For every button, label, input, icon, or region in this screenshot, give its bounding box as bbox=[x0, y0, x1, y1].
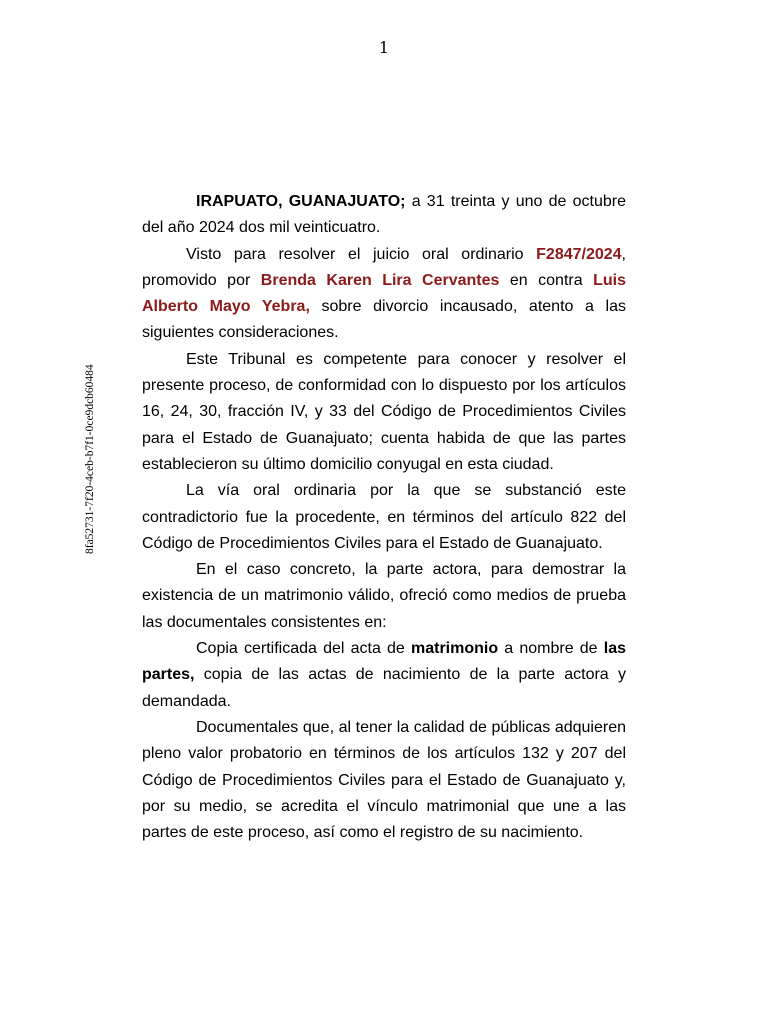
case-number: F2847/2024 bbox=[536, 245, 622, 263]
document-id-code: 8fa52731-7f20-4ceb-b7f1-0ce9dcb60484 bbox=[84, 364, 96, 554]
documents-text-1: Copia certificada del acta de bbox=[196, 640, 411, 658]
case-text-4: sobre divorcio incausado, atento a las siguientes consideraciones. bbox=[142, 298, 626, 342]
defendant-name: Luis Alberto Mayo Yebra, bbox=[142, 271, 626, 316]
paragraph-case bbox=[142, 242, 626, 347]
paragraph-evidence: En el caso concreto, la parte actora, para demostrar la existencia de un matrimonio válido, ofreció como medios de prueba las documentales consistentes en: bbox=[142, 561, 626, 631]
document-body bbox=[142, 189, 626, 846]
bold-matrimonio: matrimonio bbox=[410, 640, 499, 658]
date-text: a 31 treinta y uno de octubre del año 2024 dos mil veinticuatro. bbox=[142, 193, 626, 237]
bold-partes: las partes, bbox=[142, 640, 626, 684]
paragraph-valuation: Documentales que, al tener la calidad de públicas adquieren pleno valor probatorio en términos de los artículos 132 y 207 del Código de Procedimientos Civiles para el Estado de Guanajuato y, por su medio, se acredita el vínculo matrimonial que une a las partes de este proceso, así como el registro de su nacimiento. bbox=[142, 718, 626, 842]
case-text-2: , promovido por bbox=[142, 245, 626, 289]
place-name: IRAPUATO, GUANAJUATO; bbox=[196, 193, 406, 210]
paragraph-date bbox=[142, 189, 626, 242]
documents-text-3: copia de las actas de nacimiento de la parte actora y demandada. bbox=[142, 666, 626, 710]
paragraph-procedure: La vía oral ordinaria por la que se substanció este contradictorio fue la procedente, en términos del artículo 822 del Código de Procedimientos Civiles para el Estado de Guanajuato. bbox=[142, 482, 626, 552]
paragraph-competence: Este Tribunal es competente para conocer y resolver el presente proceso, de conformidad con lo dispuesto por los artículos 16, 24, 30, fracción IV, y 33 del Código de Procedimientos Civiles para el Estado de Guanajuato; cuenta habida de que las partes establecieron su último domicilio conyugal en esta ciudad. bbox=[142, 350, 626, 473]
page-number: 1 bbox=[378, 38, 390, 57]
case-text-1: Visto para resolver el juicio oral ordinario bbox=[186, 245, 537, 263]
documents-text-2: a nombre de bbox=[498, 640, 604, 658]
actor-name: Brenda Karen Lira Cervantes bbox=[260, 271, 500, 289]
case-text-3: en contra bbox=[499, 271, 594, 289]
paragraph-documents bbox=[142, 636, 626, 715]
